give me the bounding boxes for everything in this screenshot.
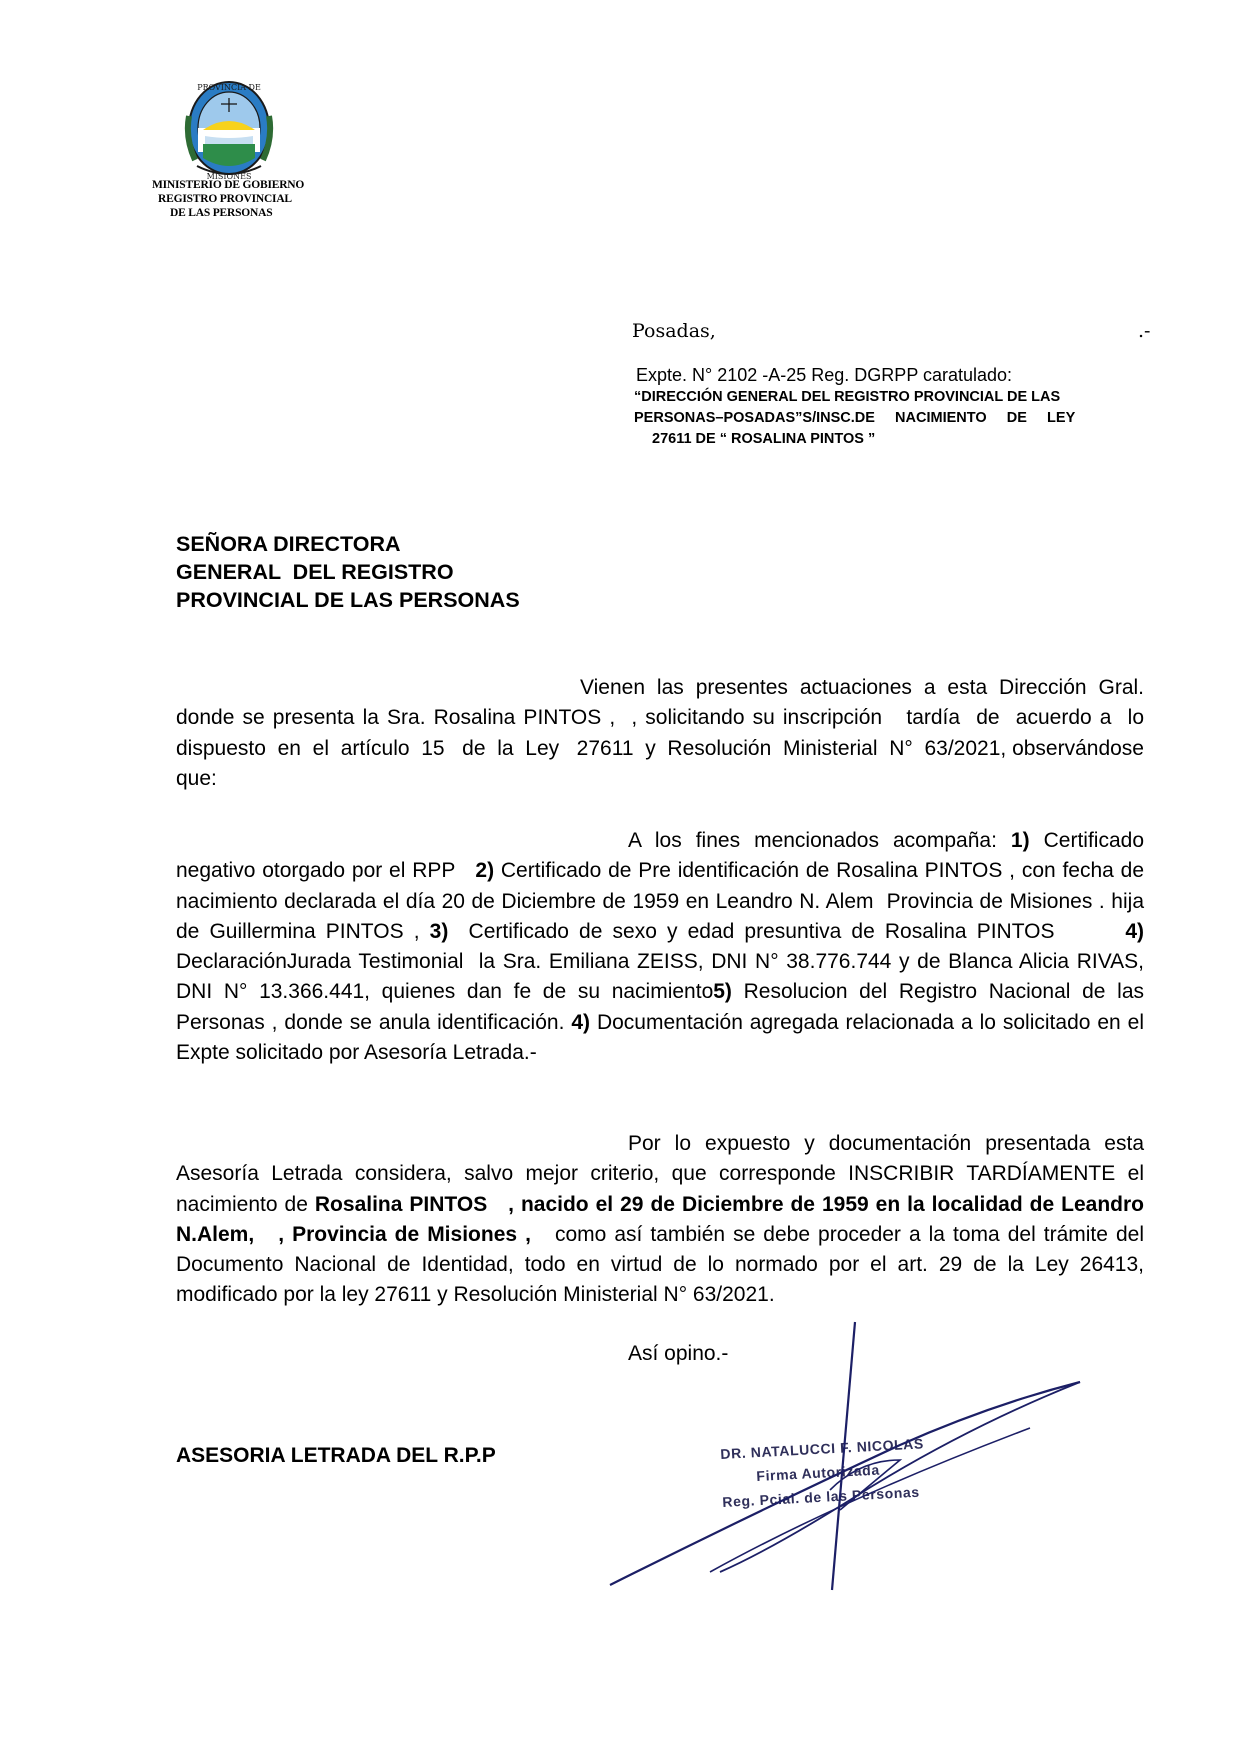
- p2-text-4: DeclaraciónJurada Testimonial la Sra. Emiliana ZEISS, DNI N° 38.776.744 y de Blanca Alicia RIVAS, DNI N° 13.366.441, quienes dan fe de su nacimiento: [176, 919, 1162, 1004]
- p2-item-5: 5): [713, 980, 732, 1004]
- p2-item-2: 2): [475, 859, 495, 883]
- p2-item-6: 4): [571, 1010, 591, 1034]
- p2-text-3: Certificado de sexo y edad presuntiva de Rosalina PINTOS: [448, 919, 1126, 943]
- expte-caratula-3: 27611 DE “ ROSALINA PINTOS ”: [652, 431, 876, 447]
- place-date-end: .-: [1138, 320, 1151, 342]
- stamp-line-3: Reg. Pcial. de las Personas: [722, 1483, 921, 1510]
- addressee-line-3: PROVINCIAL DE LAS PERSONAS: [176, 588, 520, 612]
- p3-rest: como así también se debe proceder a la toma del trámite del Documento Nacional de Identidad, todo en virtud de lo normado por el art. 29 de la Ley 26413, modificado por la ley 27611 y Resolución Ministerial N° 63/2021.: [176, 1222, 1150, 1307]
- svg-text:PROVINCIA DE: PROVINCIA DE: [197, 83, 261, 92]
- p2-item-1: 1): [1010, 829, 1030, 852]
- svg-text:MISIONES: MISIONES: [206, 172, 252, 181]
- p2-intro: A los fines mencionados acompaña:: [628, 829, 1011, 852]
- p2-item-3: 3): [429, 919, 449, 943]
- p2-text-1: Certificado negativo otorgado por el RPP: [176, 829, 1150, 883]
- p2-text-5: Resolucion del Registro Nacional de las Personas , donde se anula identificación.: [176, 980, 1150, 1034]
- paragraph-2: [176, 826, 1162, 1068]
- signatory: ASESORIA LETRADA DEL R.P.P: [176, 1444, 496, 1467]
- paragraph-3: [176, 1129, 1150, 1311]
- stamp-line-2: Firma Autorizada: [756, 1461, 881, 1484]
- addressee: [176, 530, 520, 614]
- crest-icon: [183, 78, 275, 182]
- p2-text-6: Documentación agregada relacionada a lo solicitado en el Expte solicitado por Asesoría Letrada.-: [176, 1010, 1150, 1065]
- stamp-line-1: DR. NATALUCCI F. NICOLAS: [720, 1435, 925, 1462]
- p3-bold: Rosalina PINTOS , nacido el 29 de Diciembre de 1959 en la localidad de Leandro N.Alem, , Provincia de Misiones ,: [176, 1192, 1150, 1246]
- ministry-line-2: REGISTRO PROVINCIAL: [158, 193, 292, 205]
- ministry-line-1: MINISTERIO DE GOBIERNO: [152, 179, 305, 191]
- p2-item-4: 4): [1125, 919, 1144, 943]
- expte-caratula-2: PERSONAS–POSADAS”S/INSC.DE NACIMIENTO DE LEY: [634, 410, 1076, 426]
- addressee-line-1: SEÑORA DIRECTORA: [176, 532, 401, 556]
- paragraph-1: Vienen las presentes actuaciones a esta Dirección Gral. donde se presenta la Sra. Rosalina PINTOS , , solicitando su inscripción tardía de acuerdo a lo dispuesto en el artículo 15 de la Ley 27611 y Resolución Ministerial N° 63/2021, observándose que:: [176, 676, 1156, 790]
- signature-icon: [600, 1310, 1100, 1595]
- closing: Así opino.-: [628, 1342, 729, 1365]
- p2-text-2: Certificado de Pre identificación de Rosalina PINTOS , con fecha de nacimiento declarada el día 20 de Diciembre de 1959 en Leandro N. Alem Provincia de Misiones . hija de Guillermina PINTOS ,: [176, 859, 1150, 943]
- expte-number: Expte. N° 2102 -A-25 Reg. DGRPP caratulado:: [636, 365, 1013, 385]
- addressee-line-2: GENERAL DEL REGISTRO: [176, 560, 454, 584]
- expte-caratula-1: “DIRECCIÓN GENERAL DEL REGISTRO PROVINCIAL DE LAS: [634, 389, 1061, 405]
- p3-intro: Por lo expuesto y documentación presentada esta Asesoría Letrada considera, salvo mejor criterio, que corresponde INSCRIBIR TARDÍAMENTE el nacimiento de: [176, 1132, 1150, 1216]
- ministry-line-3: DE LAS PERSONAS: [170, 207, 273, 219]
- place-date: Posadas,: [632, 320, 716, 342]
